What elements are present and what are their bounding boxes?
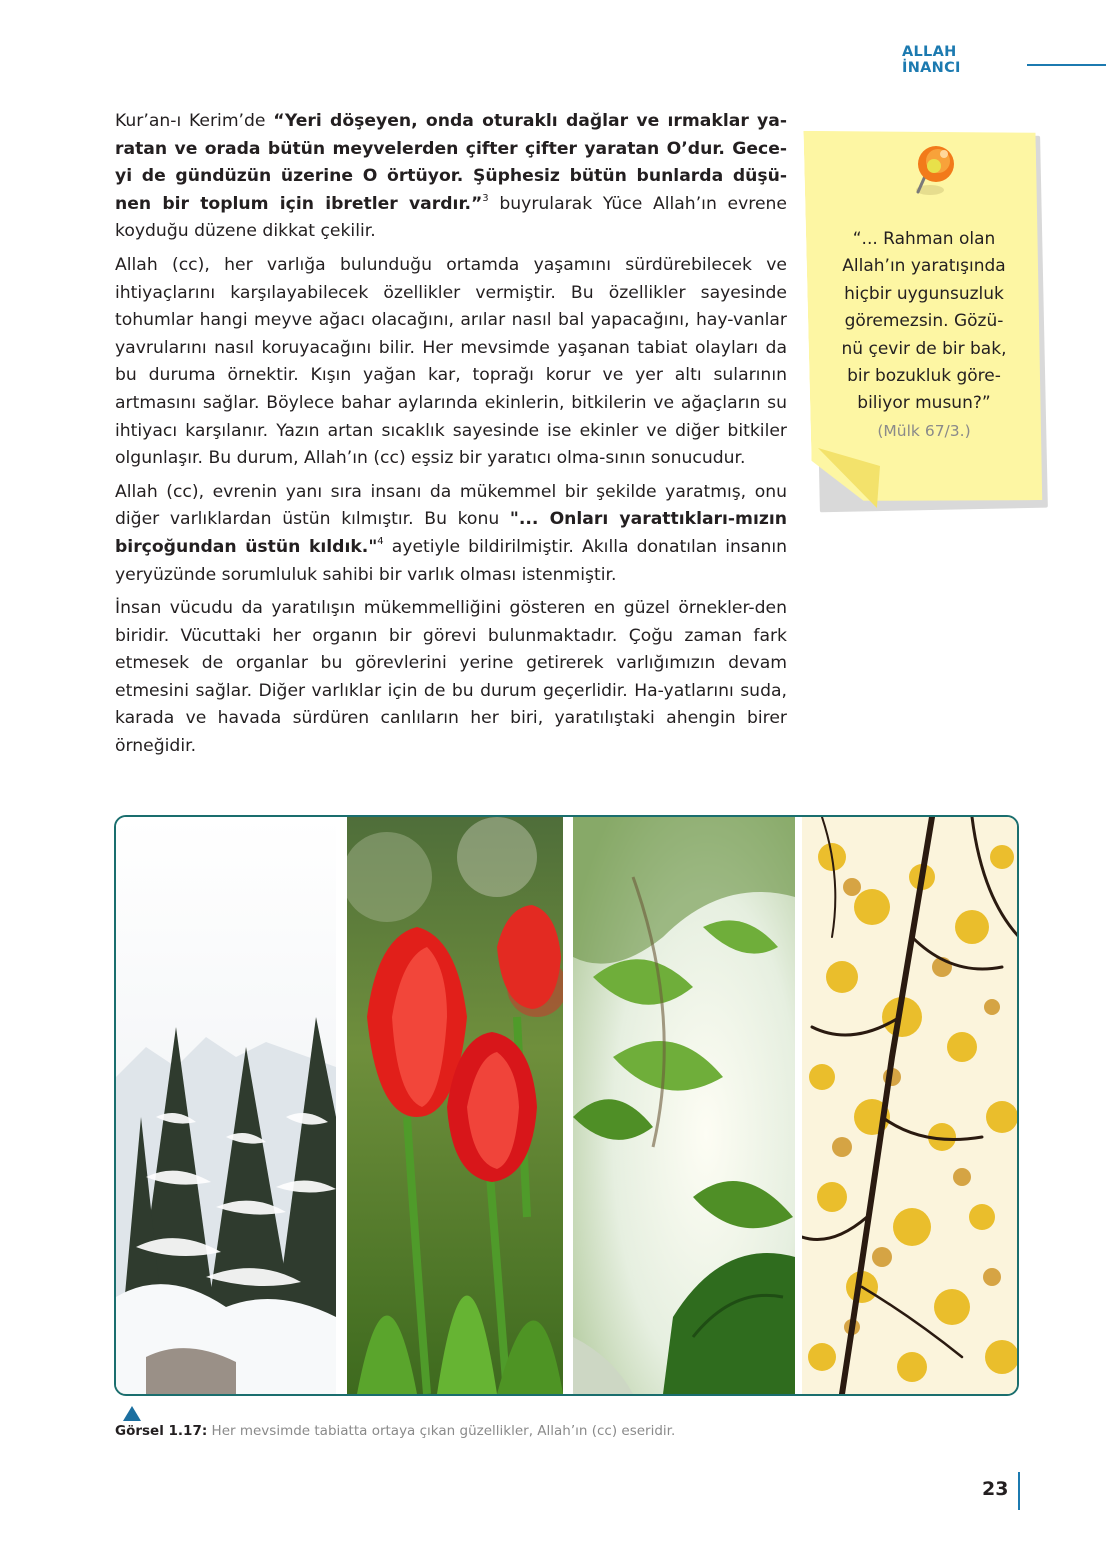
verse-quote-line-2: ratan ve orada bütün meyvelerden çifter çifter yaratan O’dur. Gece- [115, 138, 787, 159]
p3-outro: ayetiyle bildirilmiştir. Akılla donatılan insanın yeryüzünde sorumluluk sahibi bir varlık olması istenmiştir. [115, 536, 788, 585]
body-text [115, 108, 787, 767]
footnote-ref-4: 4 [377, 536, 384, 548]
note-line: hiçbir uygunsuzluk [844, 283, 1004, 304]
verse-quote-line-1: “Yeri döşeyen, onda oturaklı dağlar ve ırmaklar ya- [273, 111, 787, 131]
note-reference: (Mülk 67/3.) [877, 421, 971, 440]
caption-text: Her mevsimde tabiatta ortaya çıkan güzellikler, Allah’ın (cc) eseridir. [207, 1423, 676, 1439]
note-line: bir bozukluk göre- [847, 366, 1001, 387]
note-line: nü çevir de bir bak, [841, 338, 1007, 359]
page-number: 23 [982, 1478, 1009, 1500]
chapter-title: ALLAH İNANCI [902, 44, 961, 76]
verse-quote-line-4: nen bir toplum için ibretler vardır.” [115, 193, 483, 214]
paragraph-1 [115, 108, 787, 246]
folio-rule [1018, 1472, 1020, 1510]
verse-quote-line-3: yi de gündüzün üzerine O örtüyor. Şüphesiz bütün bunlarda düşü- [115, 166, 787, 187]
p3-intro: Allah (cc), evrenin yanı sıra insanı da mükemmel bir şekilde yaratmış, onu diğer varlıklardan üstün kılmıştır. Bu konu [115, 481, 787, 530]
note-line: biliyor musun?” [857, 393, 991, 414]
running-header [902, 44, 1106, 76]
note-line: “... Rahman olan [852, 229, 996, 249]
p1-outro: buyrularak Yüce Allah’ın evrene koyduğu düzene dikkat çekilir. [115, 193, 787, 242]
paragraph-2: Allah (cc), her varlığa bulunduğu ortamda yaşamını sürdürebilecek ve ihtiyaçlarını karşılayabilecek özellikler vermiştir. Bu özellikler sayesinde tohumlar hangi meyve ağacı olacağını, arılar nasıl bal yapacağını, hay-vanlar yavrularını nasıl koruyacağını bilir. Her mevsimde yaşanan tabiat olayları da bu duruma örnektir. Kışın yağan kar, toprağı korur ve yer altı sularının artmasını sağlar. Böylece bahar aylarında ekinlerin, bitkilerin ve ağaçların su ihtiyacı karşılanır. Yazın artan sıcaklık sayesinde ise ekinler ve diğer bitkiler olgunlaşır. Bu durum, Allah’ın (cc) eşsiz bir yaratıcı olma-sının sonucudur. [115, 254, 787, 469]
caption-label: Görsel 1.17: [115, 1423, 208, 1439]
figure-caption [115, 1423, 675, 1439]
seasons-image-panel [114, 815, 1019, 1396]
note-verse [816, 226, 1032, 445]
caption-triangle-icon [123, 1406, 141, 1421]
push-pin-icon [900, 134, 970, 206]
winter-snowy-trees-image [116, 817, 336, 1394]
paragraph-3 [115, 479, 787, 589]
p1-intro: Kur’an-ı Kerim’de [115, 111, 274, 131]
footnote-ref-3: 3 [482, 193, 489, 205]
paragraph-4: İnsan vücudu da yaratılışın mükemmelliğini gösteren en güzel örnekler-den biridir. Vücuttaki her organın bir görevi bulunmaktadır. Çoğu zaman fark etmesek de organlar bu görevlerini yerine getirerek varlığımızın devam etmesini sağlar. Diğer varlıklar için de bu durum geçerlidir. Ha-yatlarını suda, karada ve havada sürdüren canlıların her biri, yaratılıştaki ahengin birer örneğidir. [115, 598, 787, 757]
spring-tulips-image [347, 817, 563, 1394]
sticky-note [808, 128, 1048, 520]
autumn-yellow-leaves-image [802, 817, 1019, 1394]
summer-green-leaves-image [573, 817, 795, 1394]
verse-quote-2: "... Onları yarattıkları-mızın birçoğundan üstün kıldık." [115, 509, 787, 557]
note-line: Allah’ın yaratışında [842, 256, 1006, 277]
note-line: göremezsin. Gözü- [844, 311, 1004, 332]
header-rule [1027, 64, 1106, 66]
